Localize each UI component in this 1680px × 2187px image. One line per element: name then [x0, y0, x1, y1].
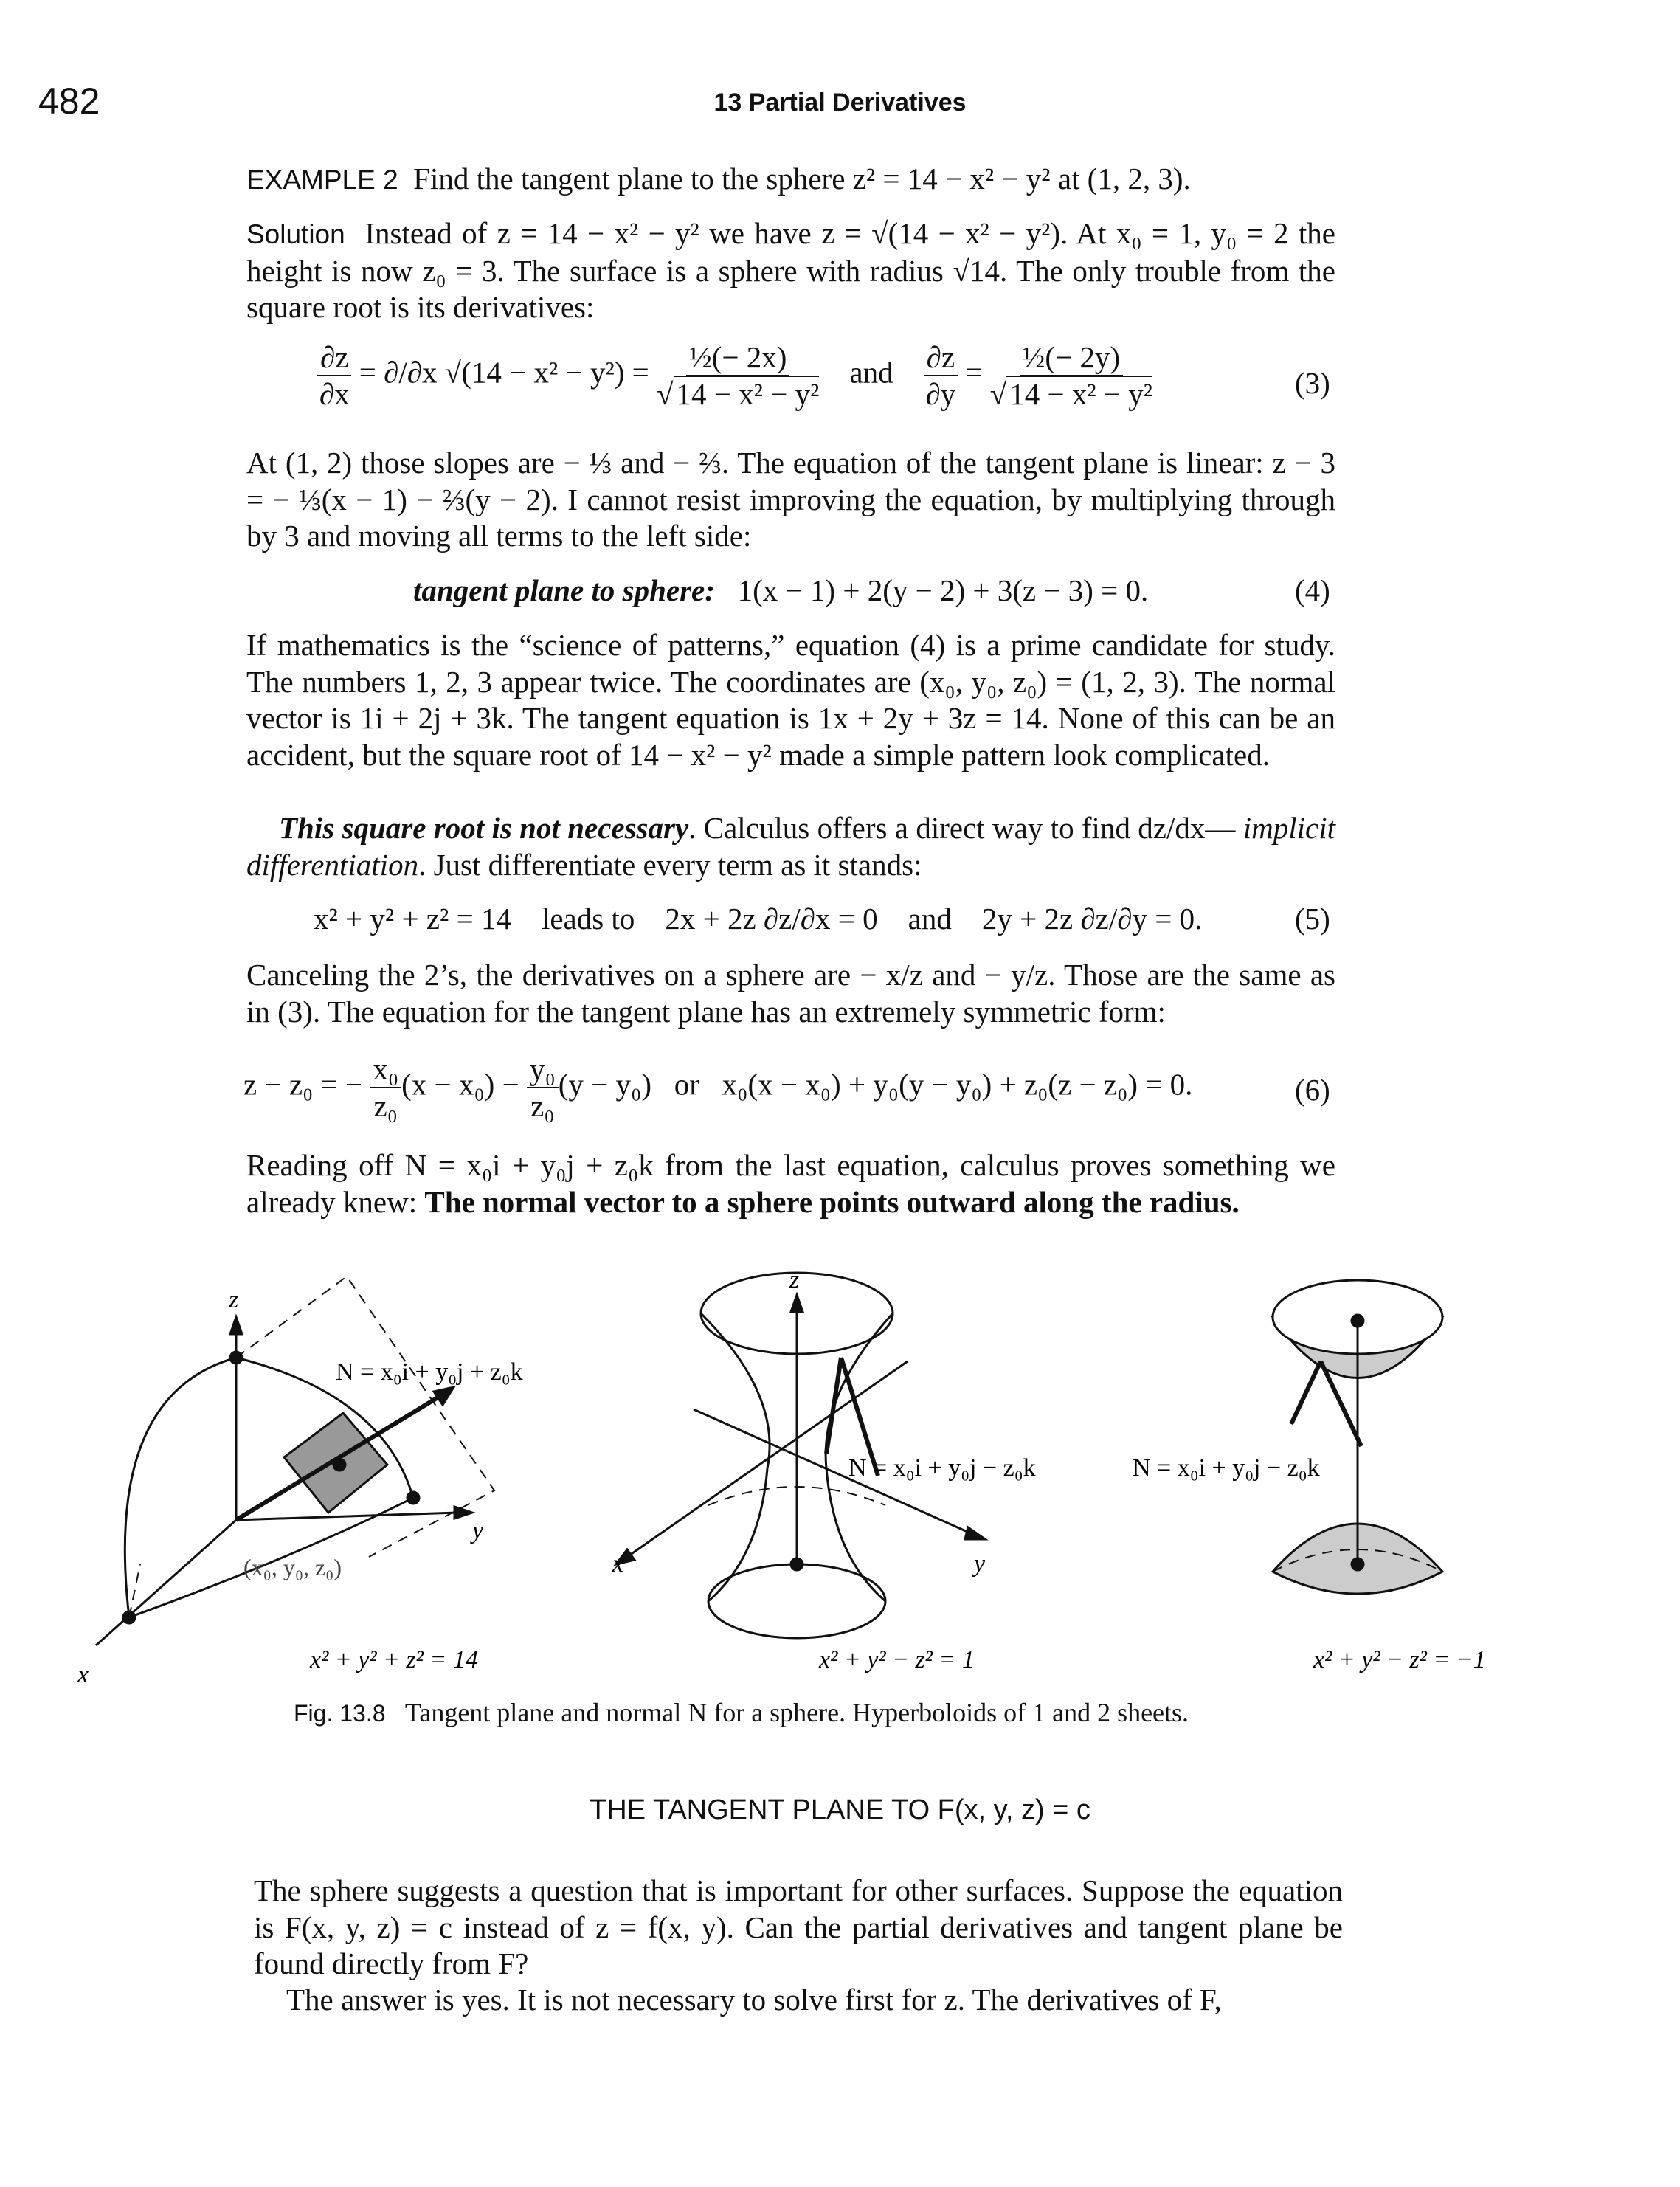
equation-5: x² + y² + z² = 14 leads to 2x + 2z ∂z/∂x = 0 and 2y + 2z ∂z/∂y = 0.	[314, 902, 1203, 936]
eq6-rhs: x₀(x − x₀) + y₀(y − y₀) + z₀(z − z₀) = 0.	[722, 1067, 1193, 1102]
example-label: EXAMPLE 2	[246, 165, 398, 195]
hyp2-normal-label: N = x₀i + y₀j − z₀k	[1133, 1454, 1320, 1482]
para3-bold: This square root is not necessary	[279, 811, 689, 845]
paragraph-3	[246, 810, 1335, 883]
para5-bold: The normal vector to a sphere points outward along the radius.	[424, 1184, 1240, 1219]
paragraph-2: If mathematics is the “science of patterns,” equation (4) is a prime candidate for study. The numbers 1, 2, 3 appear twice. The coordinates are (x₀, y₀, z₀) = (1, 2, 3). The normal vector is 1i + 2j + 3k. The tangent equation is 1x + 2y + 3z = 14. None of this can be an accident, but the square root of 14 − x² − y² made a simple pattern look complicated.	[246, 628, 1335, 772]
eq6-n1: x₀	[370, 1051, 401, 1088]
equation-4	[413, 573, 1148, 608]
page-number: 482	[38, 80, 100, 122]
hyp1-equation: x² + y² − z² = 1	[819, 1646, 975, 1673]
eq5-tag: (5)	[1295, 902, 1330, 936]
sphere-equation: x² + y² + z² = 14	[310, 1646, 478, 1673]
sphere-point-label: (x₀, y₀, z₀)	[243, 1554, 342, 1580]
eq4-tag: (4)	[1295, 573, 1330, 607]
hyperboloid-two-sheets	[1273, 1280, 1442, 1594]
eq6-d2: z₀	[530, 1089, 555, 1123]
hyp1-y-label: y	[974, 1550, 986, 1578]
paragraph-4: Canceling the 2’s, the derivatives on a sphere are − x/z and − y/z. Those are the same as in (3). The equation for the tangent plane has an extremely symmetric form:	[246, 958, 1335, 1029]
eq6-or: or	[674, 1067, 699, 1102]
eq6-n2: y₀	[527, 1051, 559, 1088]
solution-label: Solution	[246, 219, 345, 249]
running-head: 13 Partial Derivatives	[713, 89, 967, 117]
paragraph-5	[246, 1147, 1335, 1220]
eq3-num1: ½(− 2x)	[686, 339, 789, 376]
eq3-mid1: ∂/∂x √(14 − x² − y²)	[384, 355, 625, 390]
hyp2-equation: x² + y² − z² = −1	[1313, 1646, 1486, 1673]
eq6-tag: (6)	[1295, 1073, 1330, 1107]
example-text: Find the tangent plane to the sphere z² = 14 − x² − y² at (1, 2, 3).	[413, 162, 1191, 196]
caption-text: Tangent plane and normal N for a sphere. Hyperboloids of 1 and 2 sheets.	[404, 1698, 1189, 1727]
para3-italic: implicit differentiation	[246, 811, 1335, 882]
paragraph-1: At (1, 2) those slopes are − ⅓ and − ⅔. The equation of the tangent plane is linear: z − 3 = − ⅓(x − 1) − ⅔(y − 2). I cannot resist improving the equation, by multiplying through by 3 and moving all terms to the left side:	[246, 446, 1335, 553]
eq6-d1: z₀	[373, 1089, 398, 1123]
section-title: THE TANGENT PLANE TO F(x, y, z) = c	[590, 1794, 1090, 1825]
sphere-normal-label: N = x₀i + y₀j + z₀k	[336, 1358, 523, 1386]
caption-label: Fig. 13.8	[294, 1700, 386, 1727]
eq3-den1: 14 − x² − y²	[674, 376, 820, 411]
sphere-y-label: y	[472, 1517, 484, 1544]
equation-3: $\frac{\partial z}{\partial x}$ = ∂/∂x √(14 − x² − y²) = $\frac{\text{½(− 2x)}}{\text{√14 − x² − y²}}$ and $\frac{\partial z}{\partial y}$ = $\frac{\text{½(− 2y)}}{\text{√14 − x² − y²}}$	[317, 339, 1152, 412]
eq3-tag: (3)	[1295, 366, 1330, 400]
eq3-and: and	[849, 355, 893, 390]
paragraph-6: The sphere suggests a question that is important for other surfaces. Suppose the equation is F(x, y, z) = c instead of z = f(x, y). Can the partial derivatives and tangent plane be found directly from F?	[254, 1873, 1343, 1980]
eq6-lhs: z − z₀ = −	[243, 1067, 363, 1102]
solution	[246, 215, 1335, 326]
figure-caption	[294, 1697, 1189, 1728]
eq6-t1: (x − x₀) −	[401, 1067, 519, 1102]
figure-13-8	[0, 1247, 1680, 1690]
eq6-t2: (y − y₀)	[558, 1067, 651, 1102]
eq4-label: tangent plane to sphere:	[413, 573, 715, 607]
sphere-diagram	[96, 1276, 494, 1645]
hyp1-z-label: z	[789, 1266, 800, 1293]
eq3-den2: 14 − x² − y²	[1006, 376, 1152, 411]
paragraph-7: The answer is yes. It is not necessary to solve first for z. The derivatives of F,	[286, 1983, 1222, 2017]
hyp1-normal-label: N = x₀i + y₀j − z₀k	[848, 1454, 1036, 1482]
solution-text: Instead of z = 14 − x² − y² we have z = √(14 − x² − y²). At x₀ = 1, y₀ = 2 the height is now z₀ = 3. The surface is a sphere with radius √14. The only trouble from the square root is its derivatives:	[246, 216, 1335, 324]
sphere-x-label: x	[77, 1661, 89, 1688]
para5-text: Reading off N = x₀i + y₀j + z₀k from the last equation, calculus proves something we already knew:	[246, 1148, 1335, 1219]
equation-6	[243, 1051, 1192, 1124]
example-2	[246, 161, 1335, 198]
eq3-num2: ½(− 2y)	[1020, 339, 1123, 376]
sphere-z-label: z	[229, 1286, 239, 1313]
hyp1-x-label: x	[612, 1550, 624, 1578]
para3-end: . Just differentiate every term as it stands:	[418, 847, 922, 882]
para3-rest: . Calculus offers a direct way to find dz/dx—	[688, 811, 1236, 845]
eq4-expr: 1(x − 1) + 2(y − 2) + 3(z − 3) = 0.	[737, 573, 1149, 607]
